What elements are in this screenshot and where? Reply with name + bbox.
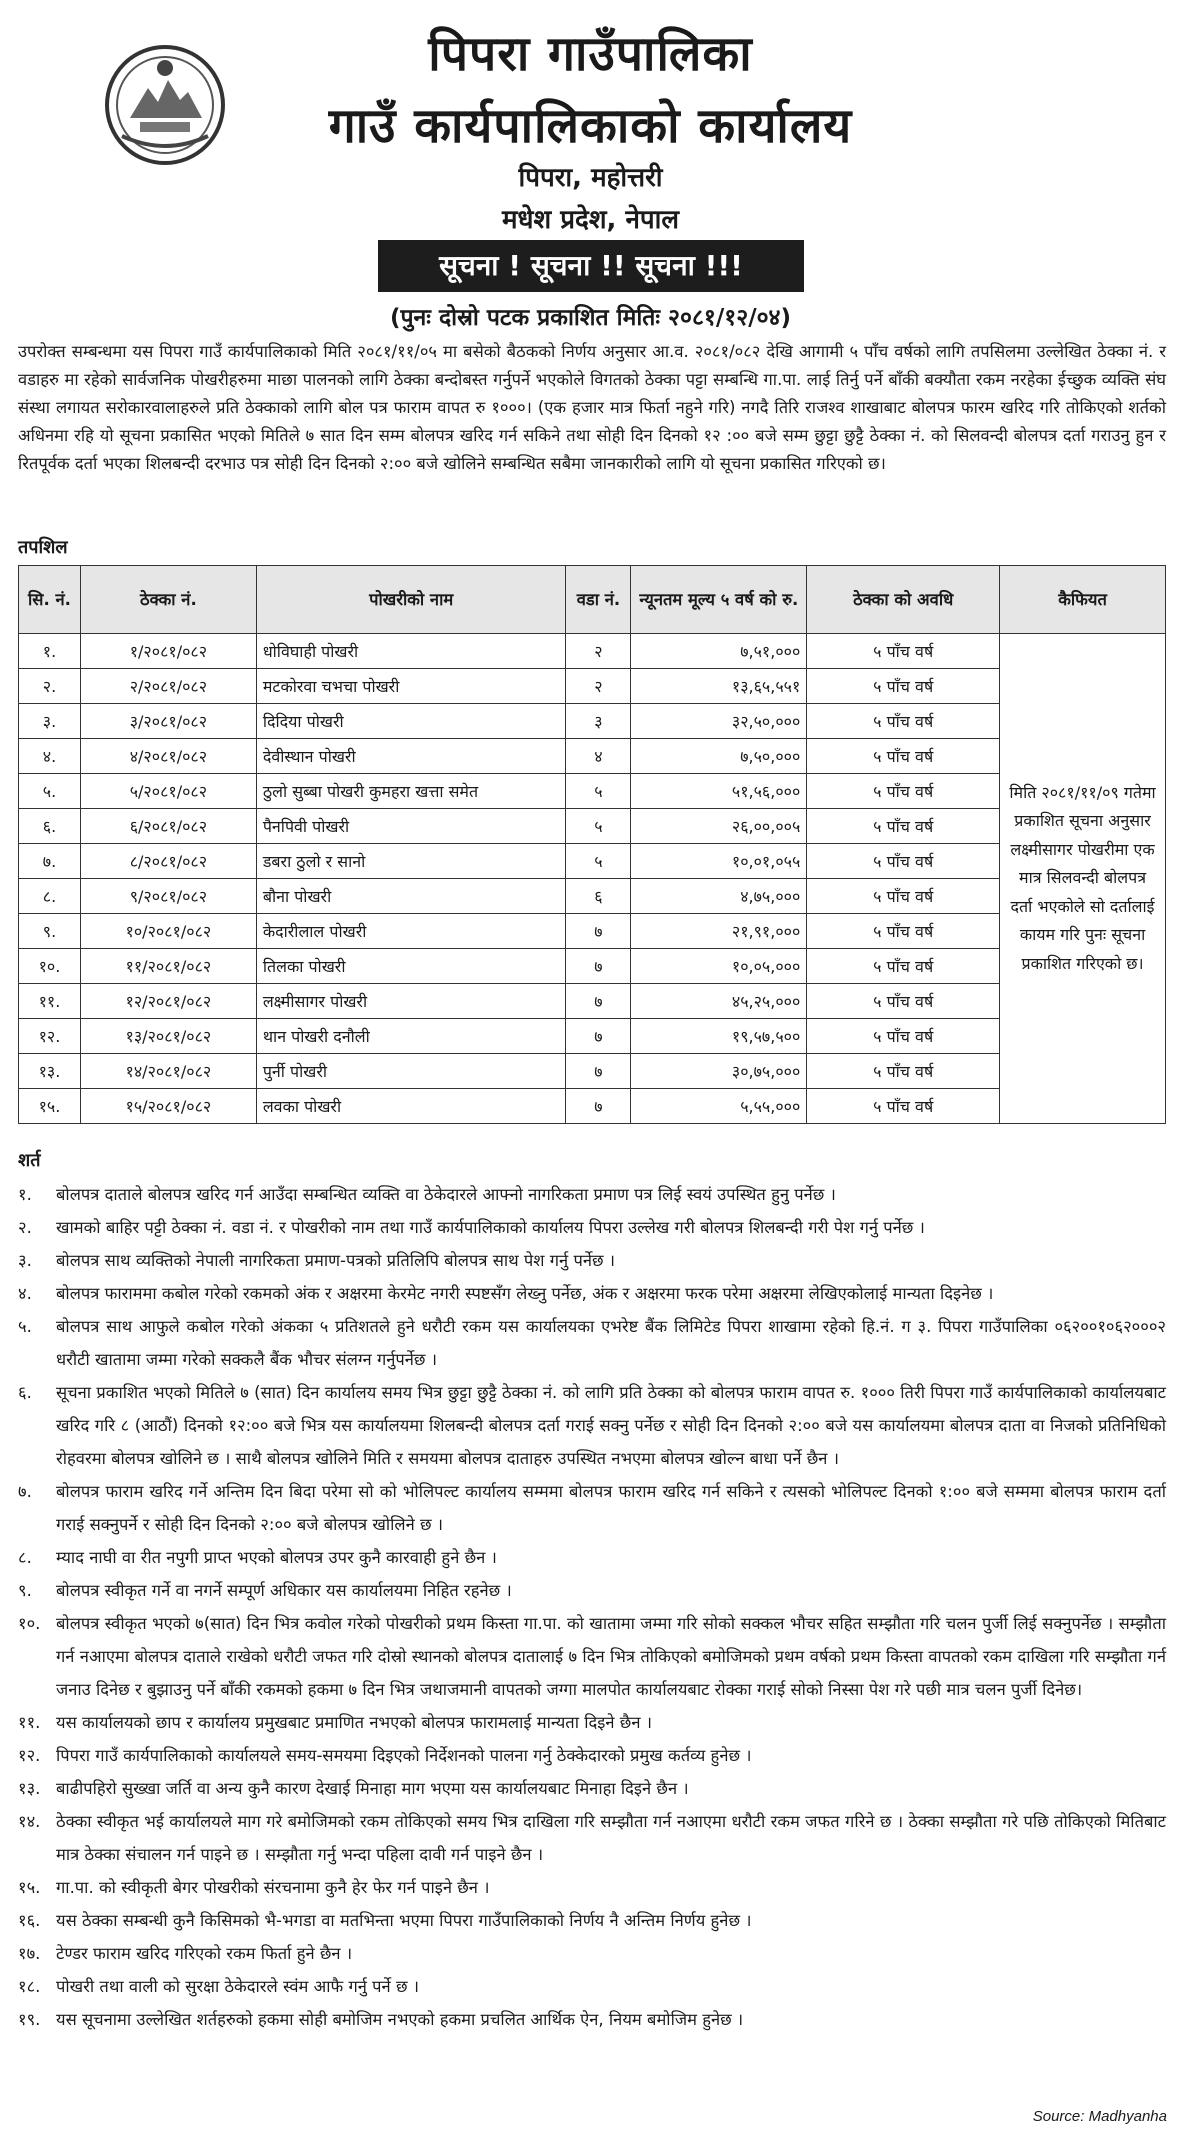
cell-contract-no: १२/२०८१/०८२ [80,984,256,1019]
cell-sn: १५. [19,1089,81,1124]
cell-pond-name: तिलका पोखरी [256,949,566,984]
cell-sn: ९. [19,914,81,949]
cell-ward: ५ [566,774,631,809]
cell-sn: ११. [19,984,81,1019]
cell-duration: ५ पाँच वर्ष [807,739,1000,774]
cell-ward: ७ [566,984,631,1019]
table-row [19,634,1166,669]
header-remarks: कैफियत [1000,566,1166,634]
condition-number: १. [18,1185,32,1204]
cell-ward: ४ [566,739,631,774]
cell-ward: ७ [566,949,631,984]
condition-number: ११. [18,1713,41,1732]
condition-text: बोलपत्र स्वीकृत भएको ७(सात) दिन भित्र कवोल गरेको पोखरीको प्रथम किस्ता गा.पा. को खातामा जम्मा गरि सोको सक्कल भौचर सहित सम्झौता गरि चलन पुर्जी लिई सक्नुपर्नेछ । सम्झौता गर्न नआएमा बोलपत्र दाताले राखेको धरौटी जफत गरि दोस्रो स्थानको बोलपत्र दातालाई ७ दिन भित्र तोकिएको बमोजिमको प्रथम वर्षको प्रथम किस्ता वापतको रकम दाखिला गरि सम्झौता गर्न जनाउ दिनेछ र बुझाउनु पर्ने बाँकी रकमको हकमा ७ दिन भित्र जथाजमानी वापतको जग्गा मालपोत कार्यालयबाट रोक्का गराई सोको निस्सा पेश गरे पछी मात्र चलन पुर्जी दिनेछ। [56,1614,1166,1699]
table-row [19,984,1166,1019]
condition-text: यस सूचनामा उल्लेखित शर्तहरुको हकमा सोही बमोजिम नभएको हकमा प्रचलित आर्थिक ऐन, नियम बमोजिम हुनेछ । [56,2010,744,2029]
table-row [19,844,1166,879]
cell-duration: ५ पाँच वर्ष [807,704,1000,739]
cell-pond-name: ठुलो सुब्बा पोखरी कुमहरा खत्ता समेत [256,774,566,809]
condition-item [18,1805,1166,1871]
republished-date: (पुनः दोस्रो पटक प्रकाशित मितिः २०८१/१२/०४) [389,305,792,331]
cell-sn: १०. [19,949,81,984]
cell-sn: १३. [19,1054,81,1089]
cell-amount: ४,७५,००० [631,879,807,914]
cell-duration: ५ पाँच वर्ष [807,949,1000,984]
condition-text: गा.पा. को स्वीकृती बेगर पोखरीको संरचनामा कुनै हेर फेर गर्न पाइने छैन । [56,1878,490,1897]
condition-number: ४. [18,1284,32,1303]
condition-text: पिपरा गाउँ कार्यपालिकाको कार्यालयले समय-समयमा दिइएको निर्देशनको पालना गर्नु ठेक्केदारको प्रमुख कर्तव्य हुनेछ । [56,1746,752,1765]
condition-number: ७. [18,1482,32,1501]
cell-contract-no: १४/२०८१/०८२ [80,1054,256,1089]
condition-number: १७. [18,1944,41,1963]
cell-sn: २. [19,669,81,704]
table-row [19,1089,1166,1124]
condition-text: बाढीपहिरो सुख्खा जर्ति वा अन्य कुनै कारण देखाई मिनाहा माग भएमा यस कार्यालयबाट मिनाहा दिइने छैन । [56,1779,689,1798]
condition-text: बोलपत्र फाराममा कबोल गरेको रकमको अंक र अक्षरमा केरमेट नगरी स्पष्टसँग लेख्नु पर्नेछ, अंक र अक्षरमा फरक परेमा अक्षरमा लेखिएकोलाई मान्यता दिइनेछ । [56,1284,994,1303]
cell-contract-no: १०/२०८१/०८२ [80,914,256,949]
cell-amount: २१,९१,००० [631,914,807,949]
condition-number: १८. [18,1977,41,1996]
cell-duration: ५ पाँच वर्ष [807,774,1000,809]
condition-item [18,1706,1166,1739]
table-row [19,1019,1166,1054]
condition-number: २. [18,1218,32,1237]
cell-pond-name: लवका पोखरी [256,1089,566,1124]
condition-number: ३. [18,1251,32,1270]
condition-text: सूचना प्रकाशित भएको मितिले ७ (सात) दिन कार्यालय समय भित्र छुट्टा छुट्टै ठेक्का नं. को लागि प्रति ठेक्का को बोलपत्र फाराम वापत रु. १००० तिरी पिपरा गाउँ कार्यपालिकाको कार्यालयबाट खरिद गरि ८ (आठौं) दिनको १२:०० बजे भित्र यस कार्यालयमा शिलबन्दी बोलपत्र दर्ता गराई सक्नु पर्नेछ र सोही दिन दिनको २:०० बजे यस कार्यालयमा बोलपत्र दाता वा निजको प्रतिनिधिको रोहवरमा बोलपत्र खोलिने छ । साथै बोलपत्र खोलिने मिति र समयमा बोलपत्र दाताहरु उपस्थित नभएमा बोलपत्र खोल्न बाधा पर्ने छैन । [56,1383,1166,1468]
intro-paragraph [18,338,1166,478]
condition-item [18,1871,1166,1904]
cell-ward: २ [566,669,631,704]
cell-duration: ५ पाँच वर्ष [807,634,1000,669]
condition-item [18,1475,1166,1541]
condition-item [18,1739,1166,1772]
condition-item [18,1772,1166,1805]
cell-sn: १२. [19,1019,81,1054]
conditions-list [18,1178,1166,2036]
cell-ward: ७ [566,1089,631,1124]
condition-item [18,1937,1166,1970]
condition-text: ठेक्का स्वीकृत भई कार्यालयले माग गरे बमोजिमको रकम तोकिएको समय भित्र दाखिला गरि सम्झौता गर्न नआएमा धरौटी रकम जफत गरिने छ । ठेक्का सम्झौता गरे पछि तोकिएको मितिबाट मात्र ठेक्का संचालन गर्न पाइने छ । सम्झौता गर्नु भन्दा पहिला दावी गर्न पाइने छैन । [56,1812,1166,1864]
condition-number: ५. [18,1317,32,1336]
cell-contract-no: १५/२०८१/०८२ [80,1089,256,1124]
cell-ward: ७ [566,914,631,949]
condition-text: यस कार्यालयको छाप र कार्यालय प्रमुखबाट प्रमाणित नभएको बोलपत्र फारामलाई मान्यता दिइने छैन । [56,1713,652,1732]
cell-pond-name: दिदिया पोखरी [256,704,566,739]
cell-sn: ६. [19,809,81,844]
condition-text: बोलपत्र फाराम खरिद गर्ने अन्तिम दिन बिदा परेमा सो को भोलिपल्ट कार्यालय सम्ममा बोलपत्र फाराम खरिद गर्न सकिने र त्यसको भोलिपल्ट दिनको १:०० बजे सम्ममा बोलपत्र फाराम दर्ता गराई सक्नुपर्ने र सोही दिन दिनको २:०० बजे बोलपत्र खोलिने छ । [56,1482,1166,1534]
condition-number: १९. [18,2010,41,2029]
condition-item [18,1178,1166,1211]
condition-number: ९. [18,1581,32,1600]
header-min-amount: न्यूनतम मूल्य ५ वर्ष को रु. [631,566,807,634]
condition-text: बोलपत्र दाताले बोलपत्र खरिद गर्न आउँदा सम्बन्धित व्यक्ति वा ठेकेदारले आफ्नो नागरिकता प्रमाण पत्र लिई स्वयं उपस्थित हुनु पर्नेछ । [56,1185,836,1204]
condition-text: बोलपत्र स्वीकृत गर्ने वा नगर्ने सम्पूर्ण अधिकार यस कार्यालयमा निहित रहनेछ । [56,1581,512,1600]
table-header-row [19,566,1166,634]
header-ward: वडा नं. [566,566,631,634]
cell-sn: १. [19,634,81,669]
cell-amount: १०,०५,००० [631,949,807,984]
source-credit: Source: Madhyanha [1032,2108,1167,2125]
condition-item [18,1541,1166,1574]
cell-ward: ६ [566,879,631,914]
cell-sn: ३. [19,704,81,739]
cell-sn: ५. [19,774,81,809]
address-line-1: पिपरा, महोत्तरी [518,163,663,193]
cell-contract-no: १३/२०८१/०८२ [80,1019,256,1054]
cell-pond-name: बौना पोखरी [256,879,566,914]
table-row [19,949,1166,984]
table-row [19,809,1166,844]
office-subtitle: गाउँ कार्यपालिकाको कार्यालय [328,98,853,154]
office-title: पिपरा गाउँपालिका [428,26,753,82]
cell-pond-name: मटकोरवा चभचा पोखरी [256,669,566,704]
cell-duration: ५ पाँच वर्ष [807,914,1000,949]
cell-pond-name: डबरा ठुलो र सानो [256,844,566,879]
table-row [19,1054,1166,1089]
cell-duration: ५ पाँच वर्ष [807,1019,1000,1054]
cell-ward: ७ [566,1054,631,1089]
condition-text: टेण्डर फाराम खरिद गरिएको रकम फिर्ता हुने छैन । [56,1944,353,1963]
cell-duration: ५ पाँच वर्ष [807,809,1000,844]
notice-banner: सूचना ! सूचना !! सूचना !!! [378,240,804,292]
header-sn: सि. नं. [19,566,81,634]
cell-sn: ८. [19,879,81,914]
header-pond-name: पोखरीको नाम [256,566,566,634]
table-row [19,914,1166,949]
cell-amount: ५,५५,००० [631,1089,807,1124]
condition-number: १५. [18,1878,41,1897]
condition-text: खामको बाहिर पट्टी ठेक्का नं. वडा नं. र पोखरीको नाम तथा गाउँ कार्यपालिकाको कार्यालय पिपरा उल्लेख गरी बोलपत्र शिलबन्दी गरी पेश गर्नु पर्नेछ । [56,1218,925,1237]
condition-number: १०. [18,1614,41,1633]
condition-text: यस ठेक्का सम्बन्धी कुनै किसिमको भै-भगडा वा मतभिन्ता भएमा पिपरा गाउँपालिकाको निर्णय नै अन्तिम निर्णय हुनेछ । [56,1911,752,1930]
condition-item [18,2003,1166,2036]
cell-pond-name: केदारीलाल पोखरी [256,914,566,949]
condition-text: बोलपत्र साथ आफुले कबोल गरेको अंकका ५ प्रतिशतले हुने धरौटी रकम यस कार्यालयका एभरेष्ट बैंक लिमिटेड पिपरा शाखामा रहेको हि.नं. ग ३. पिपरा गाउँपालिका ०६२००१०६२०००२ धरौटी खातामा जम्मा गरेको सक्कलै बैंक भौचर संलग्न गर्नुपर्नेछ । [56,1317,1166,1369]
condition-number: १४. [18,1812,41,1831]
cell-amount: ३२,५०,००० [631,704,807,739]
cell-pond-name: थान पोखरी दनौली [256,1019,566,1054]
condition-number: १६. [18,1911,41,1930]
cell-contract-no: १/२०८१/०८२ [80,634,256,669]
table-row [19,669,1166,704]
condition-text: पोखरी तथा वाली को सुरक्षा ठेकेदारले स्वंम आफै गर्नु पर्ने छ । [56,1977,420,1996]
cell-contract-no: ४/२०८१/०८२ [80,739,256,774]
table-row [19,774,1166,809]
cell-contract-no: ९/२०८१/०८२ [80,879,256,914]
cell-pond-name: देवीस्थान पोखरी [256,739,566,774]
condition-number: १२. [18,1746,41,1765]
cell-duration: ५ पाँच वर्ष [807,984,1000,1019]
cell-contract-no: २/२०८१/०८२ [80,669,256,704]
cell-amount: ४५,२५,००० [631,984,807,1019]
conditions-label: शर्त [18,1150,41,1171]
cell-pond-name: धोविघाही पोखरी [256,634,566,669]
condition-item [18,1970,1166,2003]
cell-contract-no: ३/२०८१/०८२ [80,704,256,739]
cell-ward: ७ [566,1019,631,1054]
header-duration: ठेक्का को अवधि [807,566,1000,634]
cell-pond-name: पैनपिवी पोखरी [256,809,566,844]
cell-contract-no: ८/२०८१/०८२ [80,844,256,879]
table-row [19,879,1166,914]
intro-text: उपरोक्त सम्बन्धमा यस पिपरा गाउँ कार्यपालिकाको मिति २०८१/११/०५ मा बसेको बैठकको निर्णय अनुसार आ.व. २०८१/०८२ देखि आगामी ५ पाँच वर्षको लागि तपसिलमा उल्लेखित ठेक्का नं. र वडाहरु मा रहेको सार्वजनिक पोखरीहरुमा माछा पालनको लागि ठेक्का बन्दोबस्त गर्नुपर्ने भएकोले विगतको ठेक्का पट्टा सम्बन्धि गा.पा. लाई तिर्नु पर्ने बाँकी बक्यौता रकम नरहेका ईच्छुक व्यक्ति संघ संस्था लगायत सरोकारवालाहरुले प्रति ठेक्काको लागि बोल पत्र फाराम वापत रु १०००। (एक हजार मात्र फिर्ता नहुने गरि) नगदै तिरि राजश्व शाखाबाट बोलपत्र फारम खरिद गरि तोकिएको शर्तको अधिनमा रहि यो सूचना प्रकासित भएको मितिले ७ सात दिन सम्म बोलपत्र खरिद गर्न सकिने तथा सोही दिन दिनको १२ :०० बजे सम्म छुट्टा छुट्टै ठेक्का नं. को सिलवन्दी बोलपत्र दर्ता गराउनु हुन र रितपूर्वक दर्ता भएका शिलबन्दी दरभाउ पत्र सोही दिन दिनको २:०० बजे खोलिने सम्बन्धित सबैमा जानकारीको लागि यो सूचना प्रकासित गरिएको छ। [18,342,1166,473]
cell-duration: ५ पाँच वर्ष [807,879,1000,914]
cell-ward: २ [566,634,631,669]
condition-item [18,1277,1166,1310]
table-row [19,739,1166,774]
cell-duration: ५ पाँच वर्ष [807,1089,1000,1124]
cell-ward: ५ [566,809,631,844]
condition-item [18,1607,1166,1706]
cell-amount: ७,५०,००० [631,739,807,774]
address-line-2: मधेश प्रदेश, नेपाल [501,205,680,235]
table-label: तपशिल [18,537,68,558]
cell-amount: २६,००,००५ [631,809,807,844]
cell-ward: ३ [566,704,631,739]
cell-contract-no: ६/२०८१/०८२ [80,809,256,844]
cell-amount: १३,६५,५५१ [631,669,807,704]
condition-item [18,1244,1166,1277]
cell-amount: ५१,५६,००० [631,774,807,809]
cell-remarks: मिति २०८१/११/०९ गतेमा प्रकाशित सूचना अनुसार लक्ष्मीसागर पोखरीमा एक मात्र सिलवन्दी बोलपत्र दर्ता भएकोले सो दर्तालाई कायम गरि पुनः सूचना प्रकाशित गरिएको छ। [1000,634,1166,1124]
condition-text: बोलपत्र साथ व्यक्तिको नेपाली नागरिकता प्रमाण-पत्रको प्रतिलिपि बोलपत्र साथ पेश गर्नु पर्नेछ । [56,1251,616,1270]
cell-ward: ५ [566,844,631,879]
cell-sn: ७. [19,844,81,879]
cell-amount: १०,०१,०५५ [631,844,807,879]
table-row [19,704,1166,739]
cell-contract-no: ११/२०८१/०८२ [80,949,256,984]
condition-item [18,1211,1166,1244]
condition-item [18,1376,1166,1475]
condition-number: ६. [18,1383,32,1402]
condition-item [18,1904,1166,1937]
pond-table [18,565,1166,1124]
cell-duration: ५ पाँच वर्ष [807,1054,1000,1089]
cell-amount: ७,५१,००० [631,634,807,669]
header-contract-no: ठेक्का नं. [80,566,256,634]
cell-sn: ४. [19,739,81,774]
condition-number: ८. [18,1548,32,1567]
condition-text: म्याद नाघी वा रीत नपुगी प्राप्त भएको बोलपत्र उपर कुनै कारवाही हुने छैन । [56,1548,497,1567]
cell-pond-name: लक्ष्मीसागर पोखरी [256,984,566,1019]
cell-duration: ५ पाँच वर्ष [807,669,1000,704]
condition-number: १३. [18,1779,41,1798]
cell-amount: ३०,७५,००० [631,1054,807,1089]
cell-amount: १९,५७,५०० [631,1019,807,1054]
condition-item [18,1310,1166,1376]
cell-pond-name: पुर्नी पोखरी [256,1054,566,1089]
condition-item [18,1574,1166,1607]
cell-contract-no: ५/२०८१/०८२ [80,774,256,809]
cell-duration: ५ पाँच वर्ष [807,844,1000,879]
